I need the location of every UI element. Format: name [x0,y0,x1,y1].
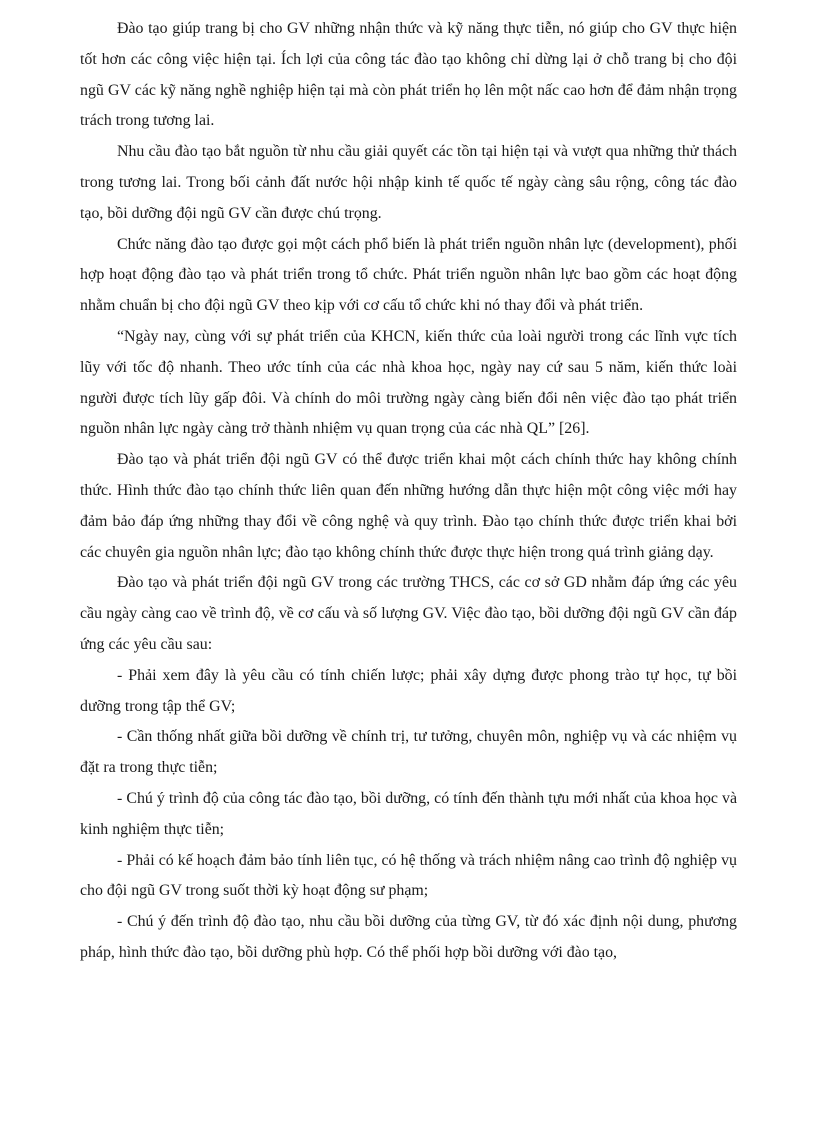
paragraph-training-function: Chức năng đào tạo được gọi một cách phổ biến là phát triển nguồn nhân lực (development), phối hợp hoạt động đào tạo và phát triển trong tổ chức. Phát triển nguồn nhân lực bao gồm các hoạt động nhằm chuẩn bị cho đội ngũ GV theo kịp với cơ cấu tổ chức khi nó thay đổi và phát triển. [80,235,737,315]
list-item-individual-needs: - Chú ý đến trình độ đào tạo, nhu cầu bồi dưỡng của từng GV, từ đó xác định nội dung, phương pháp, hình thức đào tạo, bồi dưỡng phù hợp. Có thể phối hợp bồi dưỡng với đào tạo, [80,913,737,961]
list-item-plan: - Phải có kế hoạch đảm bảo tính liên tục, có hệ thống và trách nhiệm nâng cao trình độ nghiệp vụ cho đội ngũ GV trong suốt thời kỳ hoạt động sư phạm; [80,851,737,900]
list-item-strategic: - Phải xem đây là yêu cầu có tính chiến lược; phải xây dựng được phong trào tự học, tự bồi dưỡng trong tập thể GV; [80,666,737,715]
paragraph-quotation: “Ngày nay, cùng với sự phát triển của KHCN, kiến thức của loài người trong các lĩnh vực tích lũy với tốc độ nhanh. Theo ước tính của các nhà khoa học, ngày nay cứ sau 5 năm, kiến thức loài người được tích lũy gấp đôi. Và chính do môi trường ngày càng biến đổi nên việc đào tạo phát triển nguồn nhân lực ngày càng trở thành nhiệm vụ quan trọng của các nhà QL” [26]. [80,327,737,438]
paragraph-training-needs: Nhu cầu đào tạo bắt nguồn từ nhu cầu giải quyết các tồn tại hiện tại và vượt qua những thử thách trong tương lai. Trong bối cảnh đất nước hội nhập kinh tế quốc tế ngày càng sâu rộng, công tác đào tạo, bồi dưỡng đội ngũ GV cần được chú trọng. [80,143,737,222]
list-item-unity: - Cần thống nhất giữa bồi dưỡng về chính trị, tư tưởng, chuyên môn, nghiệp vụ và các nhiệm vụ đặt ra trong thực tiễn; [80,728,737,777]
document-body [80,14,737,969]
paragraph-training-benefits: Đào tạo giúp trang bị cho GV những nhận thức và kỹ năng thực tiễn, nó giúp cho GV thực hiện tốt hơn các công việc hiện tại. Ích lợi của công tác đào tạo không chỉ dừng lại ở chỗ trang bị cho đội ngũ GV các kỹ năng nghề nghiệp hiện tại mà còn phát triển họ lên một nấc cao hơn để đảm nhận trọng trách trong tương lai. [80,20,737,130]
list-item-level: - Chú ý trình độ của công tác đào tạo, bồi dưỡng, có tính đến thành tựu mới nhất của khoa học và kinh nghiệm thực tiễn; [80,789,737,838]
paragraph-requirements-intro: Đào tạo và phát triển đội ngũ GV trong các trường THCS, các cơ sở GD nhằm đáp ứng các yêu cầu ngày càng cao về trình độ, về cơ cấu và số lượng GV. Việc đào tạo, bồi dưỡng đội ngũ GV cần đáp ứng các yêu cầu sau: [80,574,737,653]
paragraph-formal-informal: Đào tạo và phát triển đội ngũ GV có thể được triển khai một cách chính thức hay không chính thức. Hình thức đào tạo chính thức liên quan đến những hướng dẫn thực hiện một công việc mới hay đảm bảo đáp ứng những thay đổi về công nghệ và quy trình. Đào tạo chính thức được triển khai bởi các chuyên gia nguồn nhân lực; đào tạo không chính thức được thực hiện trong quá trình giảng dạy. [80,451,737,561]
